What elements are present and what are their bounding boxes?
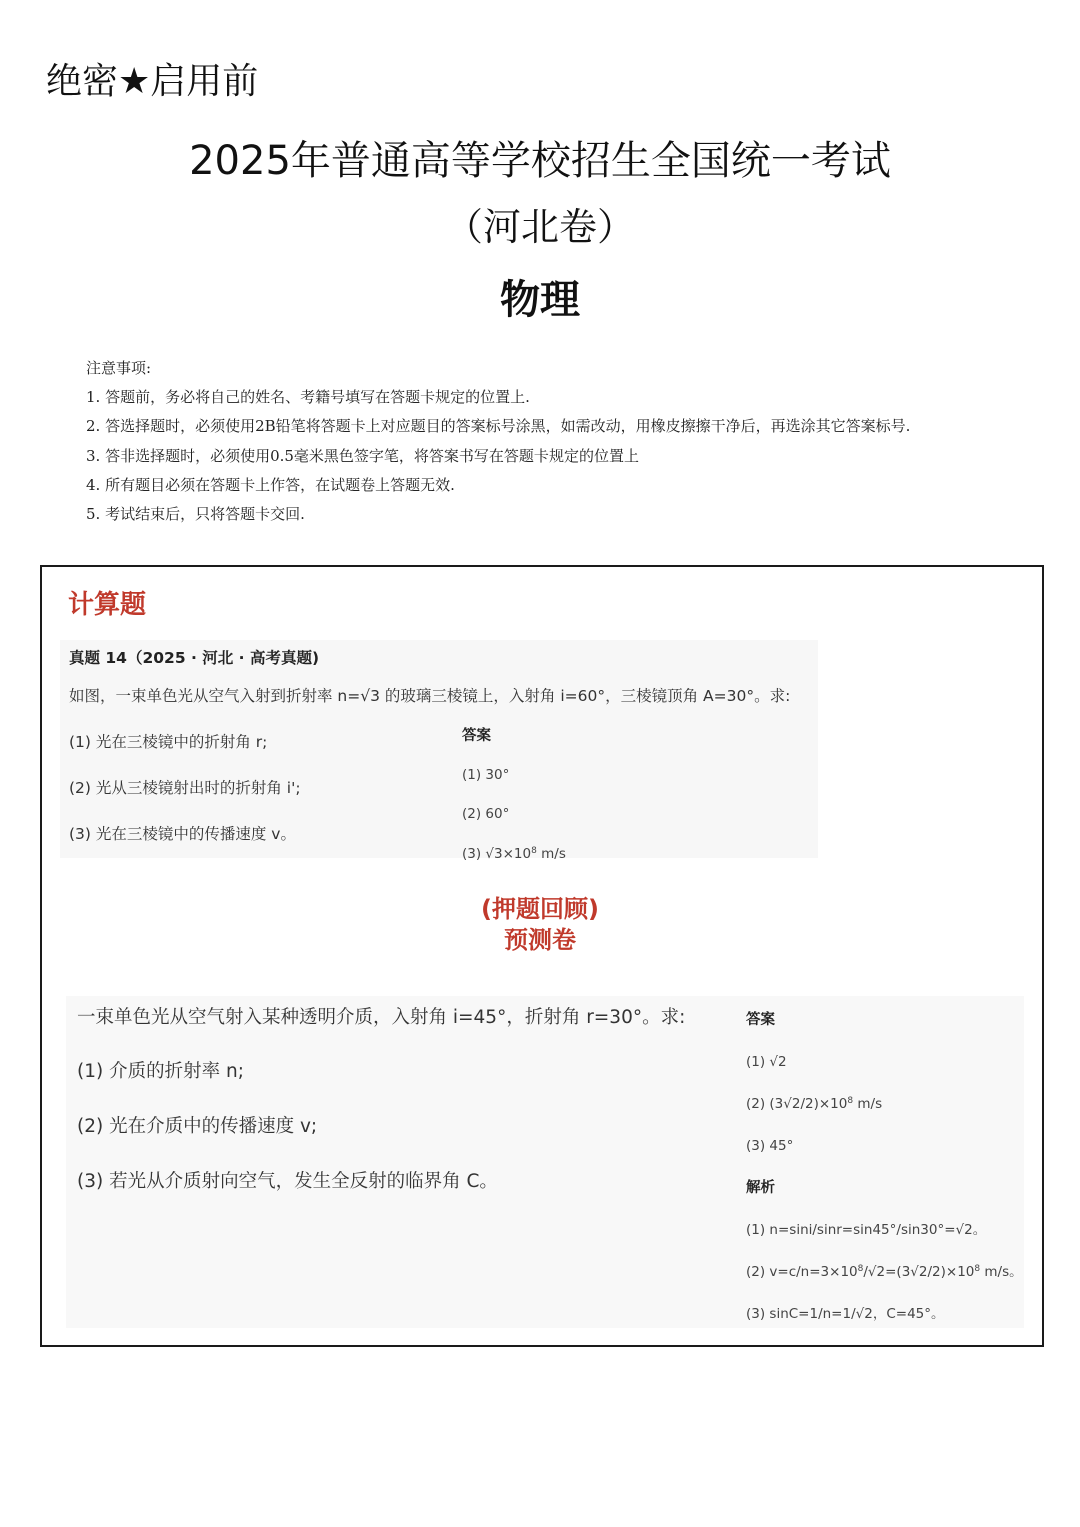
- question2-part: (1) 介质的折射率 n;: [77, 1061, 244, 1082]
- question2-stem: 一束单色光从空气射入某种透明介质，入射角 i=45°，折射角 r=30°。求:: [77, 1007, 686, 1028]
- analysis-text: (2) v=c/n=3×10: [746, 1264, 858, 1280]
- exponent: 8: [974, 1264, 981, 1274]
- notice-block: [86, 354, 1026, 529]
- question1-answer: (2) 60°: [462, 806, 510, 822]
- question1-part: (3) 光在三棱镜中的传播速度 v。: [69, 825, 296, 843]
- exponent: 8: [857, 1264, 864, 1274]
- analysis-text: /√2=(3√2/2)×10: [863, 1264, 975, 1280]
- question1-answer: (1) 30°: [462, 767, 510, 783]
- question2-analysis-title: 解析: [746, 1180, 775, 1196]
- section-title: 计算题: [68, 590, 147, 620]
- question2-answer-title: 答案: [746, 1012, 775, 1028]
- question2-answer: (1) √2: [746, 1054, 787, 1070]
- notice-item: 3. 答非选择题时，必须使用0.5毫米黑色签字笔，将答案书写在答题卡规定的位置上: [86, 446, 639, 465]
- subject-title: 物理: [500, 277, 580, 323]
- answer-unit: m/s: [536, 846, 566, 862]
- question1-stem: 如图，一束单色光从空气入射到折射率 n=√3 的玻璃三棱镜上，入射角 i=60°，三棱镜顶角 A=30°。求:: [69, 687, 791, 705]
- question2-answer: (3) 45°: [746, 1138, 794, 1154]
- question2-part: (3) 若光从介质射向空气，发生全反射的临界角 C。: [77, 1171, 498, 1192]
- question1-part: (1) 光在三棱镜中的折射角 r;: [69, 733, 268, 751]
- prediction-label: (押题回顾): [481, 895, 599, 923]
- analysis-text: m/s。: [980, 1264, 1023, 1280]
- question2-answer: [746, 1093, 882, 1115]
- answer-text: (3) √3×10: [462, 846, 532, 862]
- notice-item: 2. 答选择题时，必须使用2B铅笔将答题卡上对应题目的答案标号涂黑，如需改动，用橡皮擦擦干净后，再选涂其它答案标号.: [86, 417, 911, 436]
- question2-analysis-step: (3) sinC=1/n=1/√2，C=45°。: [746, 1306, 945, 1322]
- question2-part: (2) 光在介质中的传播速度 v;: [77, 1116, 318, 1137]
- answer-text: (2) (3√2/2)×10: [746, 1096, 848, 1112]
- secret-label: 绝密★启用前: [46, 61, 259, 102]
- notice-item: 5. 考试结束后，只将答题卡交回.: [86, 504, 305, 523]
- notice-item: 4. 所有题目必须在答题卡上作答，在试题卷上答题无效.: [86, 475, 455, 494]
- question2-analysis-step: [746, 1261, 1023, 1283]
- answer-unit: m/s: [853, 1096, 883, 1112]
- question1-heading: 真题 14（2025 · 河北 · 高考真题): [69, 649, 320, 667]
- notice-item: 1. 答题前，务必将自己的姓名、考籍号填写在答题卡规定的位置上.: [86, 388, 530, 407]
- notice-heading: 注意事项:: [86, 359, 152, 377]
- question1-answer-title: 答案: [462, 728, 491, 744]
- exam-edition: （河北卷）: [444, 205, 635, 249]
- exam-title: 2025年普通高等学校招生全国统一考试: [189, 138, 891, 184]
- prediction-sublabel: 预测卷: [504, 926, 576, 954]
- exponent: 8: [531, 846, 537, 856]
- question1-part: (2) 光从三棱镜射出时的折射角 i';: [69, 779, 301, 797]
- question1-answer: [462, 843, 566, 865]
- exponent: 8: [847, 1096, 854, 1106]
- question2-analysis-step: (1) n=sini/sinr=sin45°/sin30°=√2。: [746, 1222, 987, 1238]
